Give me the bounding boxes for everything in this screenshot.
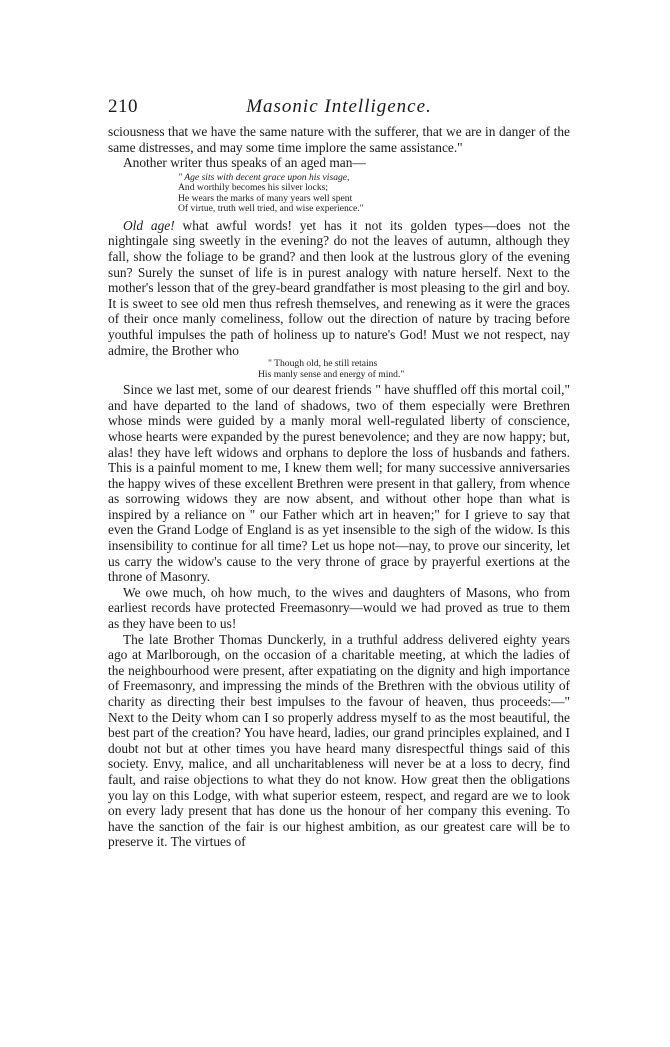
paragraph-continuation: sciousness that we have the same nature with the sufferer, that we are in danger of the same distresses, and may some time implore the same assistance." xyxy=(108,124,570,155)
verse-quote-though-old xyxy=(258,358,570,380)
page-number: 210 xyxy=(108,96,138,117)
paragraph-old-age xyxy=(108,218,570,358)
paragraph-intro-verse: Another writer thus speaks of an aged man— xyxy=(123,155,366,171)
verse-line: " Age sits with decent grace upon his visage, xyxy=(178,171,350,183)
verse-line: Of virtue, truth well tried, and wise experience." xyxy=(178,203,364,215)
paragraph-departed-friends: Since we last met, some of our dearest friends " have shuffled off this mortal coil," and have departed to the land of shadows, two of them especially were Brethren whose minds were guided by a manly moral well-regulated liberty of conscience, whose hearts were expanded by the purest benevolence; and they are now happy; but, alas! they have left widows and orphans to deplore the loss of husbands and fathers. This is a painful moment to me, I knew them well; for many successive anniversaries the happy wives of these excellent Brethren were present in that gallery, from whence as sorrowing widows they are now absent, and without other hope than what is inspired by a reliance on " our Father which art in heaven;" for I grieve to say that even the Grand Lodge of England is as yet insensible to the sigh of the widow. Is this insensibility to continue for all time? Let us hope not—nay, to prove our sincerity, let us carry the widow's cause to the very throne of grace by prayerful exertions at the throne of Masonry. xyxy=(108,382,570,585)
page xyxy=(108,96,570,850)
running-title: Masonic Intelligence. xyxy=(246,96,432,117)
verse-quote-aged-man xyxy=(178,173,570,215)
paragraph-wives-daughters: We owe much, oh how much, to the wives and daughters of Masons, who from earliest records have protected Freemasonry—would we had proved as true to them as they have been to us! xyxy=(108,584,570,632)
article-body xyxy=(108,124,570,850)
verse-line: His manly sense and energy of mind." xyxy=(258,368,405,380)
verse-line: And worthily becomes his silver locks; xyxy=(178,182,329,194)
paragraph-old-age-text: what awful words! yet has it not its golden types—does not the nightingale sing sweetly in the evening? do not the leaves of autumn, although they fall, show the foliage to be grand? and then look at the lustrous glory of the evening sun? Surely the sunset of life is in purest analogy with nature herself. Next to the mother's lesson that of the grey-beard grandfather is most pleasing to the girl and boy. It is sweet to see old men thus refresh themselves, and renewing as it were the graces of their once manly comeliness, follow out the direction of nature by tracing before youthful impulses the path of holiness up to nature's God! Must we not respect, nay admire, the Brother who xyxy=(108,217,570,358)
page-header xyxy=(108,96,570,124)
verse-line: He wears the marks of many years well spent xyxy=(178,192,353,204)
paragraph-dunckerly: The late Brother Thomas Dunckerly, in a truthful address delivered eighty years ago at Marlborough, on the occasion of a charitable meeting, at which the ladies of the neighbourhood were present, after expatiating on the dignity and high importance of Freemasonry, and impressing the minds of the Brethren with the obvious utility of charity as directing their best impulses to the favour of heaven, thus proceeds:—" Next to the Deity whom can I so properly address myself to as the most beautiful, the best part of the creation? You have heard, ladies, our grand principles explained, and I doubt not but at other times you have heard many disrespectful things said of this society. Envy, malice, and all uncharitableness will never be at a loss to decry, find fault, and raise objections to what they do not know. How great then the obligations you lay on this Lodge, with what superior esteem, respect, and regard are we to look on every lady present that has done us the honour of her company this evening. To have the sanction of the fair is our highest ambition, as our greatest care will be to preserve it. The virtues of xyxy=(108,631,570,850)
emphasis-old-age: Old age! xyxy=(123,217,175,233)
verse-line: " Though old, he still retains xyxy=(268,358,378,370)
